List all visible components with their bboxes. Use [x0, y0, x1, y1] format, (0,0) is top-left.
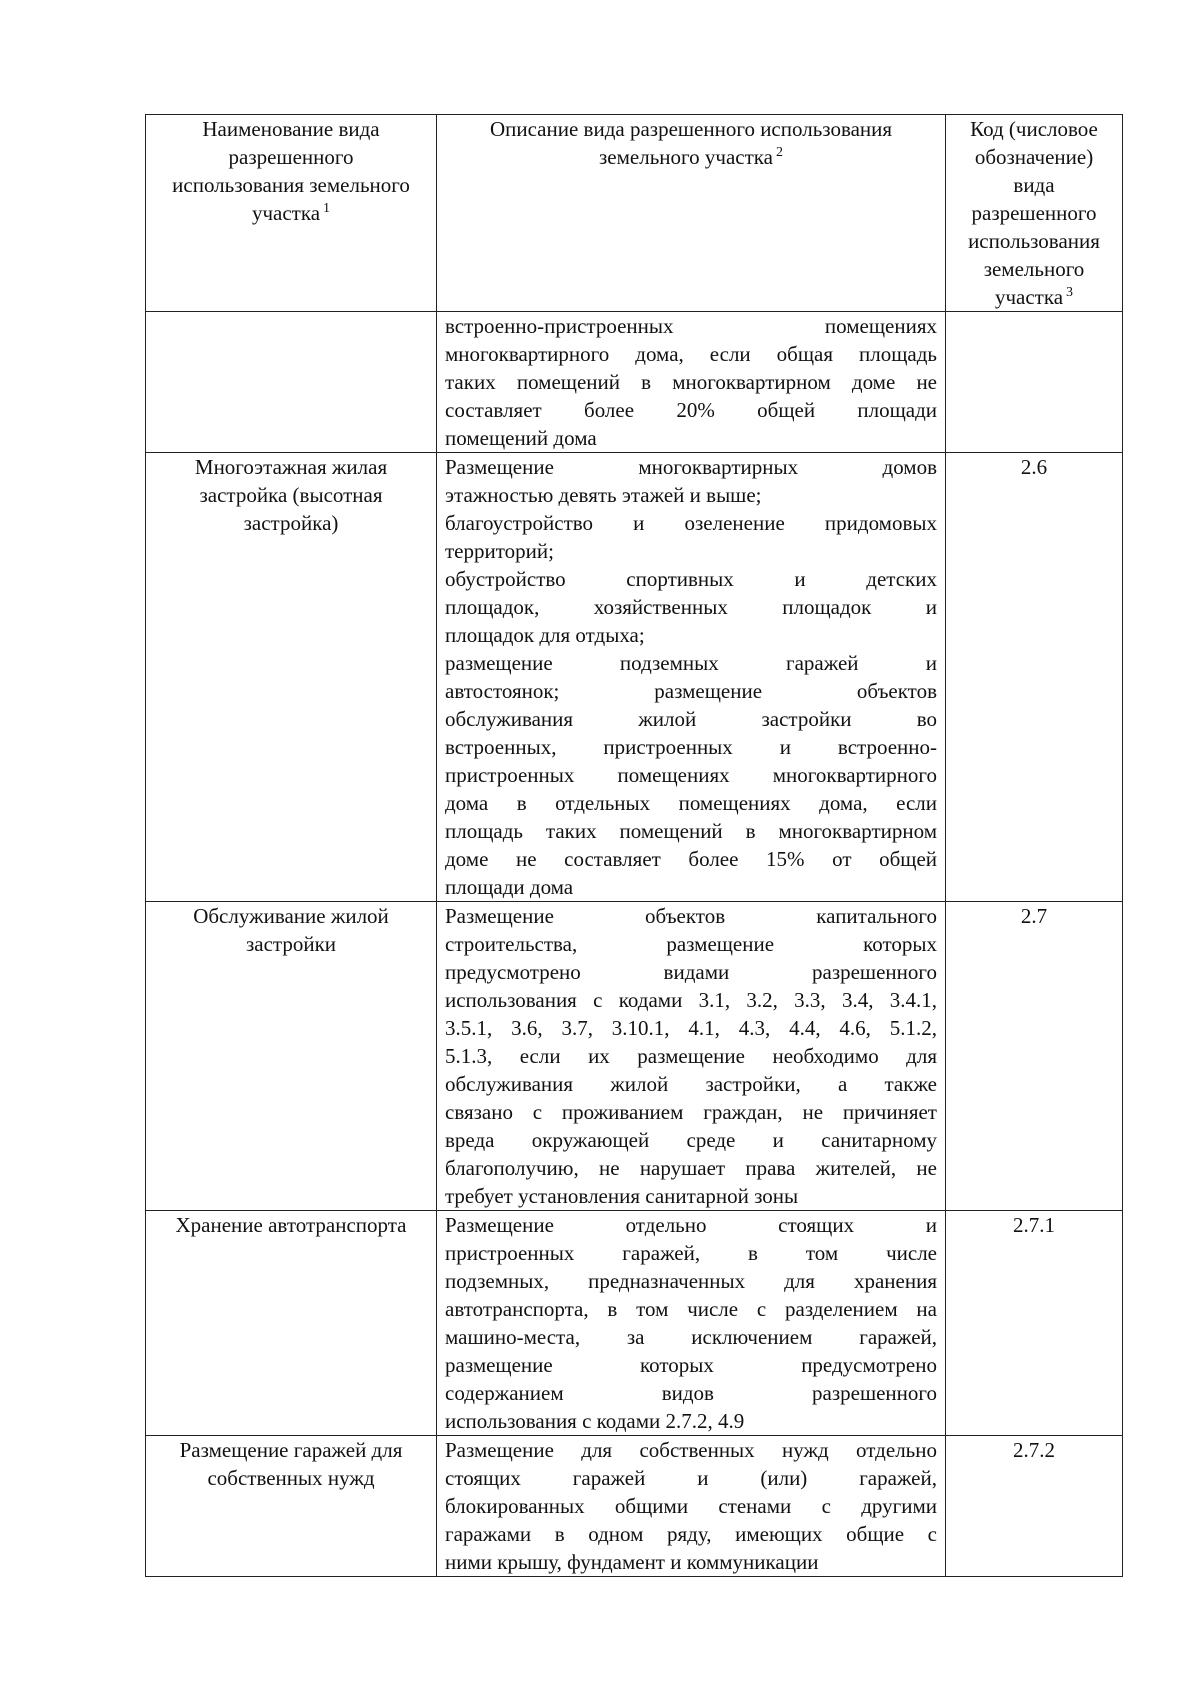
- description-line: территорий;: [445, 539, 554, 563]
- description-line: площади дома: [445, 875, 574, 899]
- use-description-cell: [437, 312, 946, 453]
- footnote-mark: 2: [775, 145, 783, 160]
- description-line: 3.5.1, 3.6, 3.7, 3.10.1, 4.1, 4.3, 4.4, 4.6, 5.1.2,: [445, 1016, 937, 1040]
- use-name-cell: Хранение автотранспорта: [146, 1211, 437, 1436]
- land-use-table: [145, 114, 1123, 1577]
- header-description-text: Описание вида разрешенного использования земельного участка: [489, 117, 893, 169]
- description-line: размещение подземных гаражей и: [445, 651, 937, 675]
- description-line: блокированных общими стенами с другими: [445, 1494, 937, 1518]
- description-line: Размещение объектов капитального: [445, 904, 937, 928]
- description-line: благополучию, не нарушает права жителей, не: [445, 1156, 937, 1180]
- use-description-cell: [437, 1211, 946, 1436]
- description-line: стоящих гаражей и (или) гаражей,: [445, 1466, 937, 1490]
- description-line: использования с кодами 3.1, 3.2, 3.3, 3.4, 3.4.1,: [445, 988, 937, 1012]
- header-code-text: Код (числовое обозначение) вида разрешенного использования земельного участка: [968, 117, 1100, 309]
- header-row: [146, 115, 1123, 312]
- header-name-cell: [146, 115, 437, 312]
- description-line: таких помещений в многоквартирном доме не: [445, 370, 937, 394]
- use-code-cell: 2.6: [946, 453, 1123, 902]
- use-description-cell: [437, 902, 946, 1211]
- description-line: Размещение многоквартирных домов: [445, 455, 937, 479]
- description-line: связано с проживанием граждан, не причиняет: [445, 1100, 937, 1124]
- description-line: многоквартирного дома, если общая площадь: [445, 342, 937, 366]
- description-line: доме не составляет более 15% от общей: [445, 847, 937, 871]
- description-line: площадок для отдыха;: [445, 623, 645, 647]
- use-description-cell: [437, 1436, 946, 1577]
- use-name-cell: Многоэтажная жилая застройка (высотная застройка): [146, 453, 437, 902]
- description-line: содержанием видов разрешенного: [445, 1381, 937, 1405]
- description-line: площадь таких помещений в многоквартирном: [445, 819, 937, 843]
- description-line: помещений дома: [445, 426, 597, 450]
- description-line: составляет более 20% общей площади: [445, 398, 937, 422]
- footnote-mark: 1: [323, 201, 331, 216]
- table-row: [146, 453, 1123, 902]
- table-row: [146, 902, 1123, 1211]
- use-name-cell: Размещение гаражей для собственных нужд: [146, 1436, 437, 1577]
- description-line: этажностью девять этажей и выше;: [445, 483, 762, 507]
- use-code-cell: [946, 312, 1123, 453]
- description-line: автостоянок; размещение объектов: [445, 679, 937, 703]
- use-name-cell: [146, 312, 437, 453]
- footnote-mark: 3: [1066, 285, 1074, 300]
- description-line: подземных, предназначенных для хранения: [445, 1269, 937, 1293]
- use-name-cell: Обслуживание жилой застройки: [146, 902, 437, 1211]
- description-line: пристроенных гаражей, в том числе: [445, 1241, 937, 1265]
- description-line: Размещение отдельно стоящих и: [445, 1213, 937, 1237]
- table-row: [146, 1436, 1123, 1577]
- description-line: Размещение для собственных нужд отдельно: [445, 1438, 937, 1462]
- description-line: площадок, хозяйственных площадок и: [445, 595, 937, 619]
- use-code-cell: 2.7: [946, 902, 1123, 1211]
- description-line: обустройство спортивных и детских: [445, 567, 937, 591]
- header-description-cell: [437, 115, 946, 312]
- description-line: обслуживания жилой застройки, а также: [445, 1072, 937, 1096]
- description-line: гаражами в одном ряду, имеющих общие с: [445, 1522, 937, 1546]
- use-code-cell: 2.7.1: [946, 1211, 1123, 1436]
- description-line: использования с кодами 2.7.2, 4.9: [445, 1409, 745, 1433]
- description-line: предусмотрено видами разрешенного: [445, 960, 937, 984]
- description-line: встроенных, пристроенных и встроенно-: [445, 735, 937, 759]
- description-line: пристроенных помещениях многоквартирного: [445, 763, 937, 787]
- description-line: требует установления санитарной зоны: [445, 1184, 799, 1208]
- description-line: встроенно-пристроенных помещениях: [445, 314, 937, 338]
- use-description-cell: [437, 453, 946, 902]
- description-line: 5.1.3, если их размещение необходимо для: [445, 1044, 937, 1068]
- table-body: [146, 312, 1123, 1577]
- description-line: дома в отдельных помещениях дома, если: [445, 791, 937, 815]
- table-row: [146, 312, 1123, 453]
- description-line: автотранспорта, в том числе с разделением на: [445, 1297, 937, 1321]
- table-row: [146, 1211, 1123, 1436]
- description-line: обслуживания жилой застройки во: [445, 707, 937, 731]
- description-line: вреда окружающей среде и санитарному: [445, 1128, 937, 1152]
- header-name-text: Наименование вида разрешенного использования земельного участка: [172, 117, 410, 225]
- description-line: машино-места, за исключением гаражей,: [445, 1325, 937, 1349]
- header-code-cell: [946, 115, 1123, 312]
- use-code-cell: 2.7.2: [946, 1436, 1123, 1577]
- description-line: строительства, размещение которых: [445, 932, 937, 956]
- description-line: размещение которых предусмотрено: [445, 1353, 937, 1377]
- description-line: ними крышу, фундамент и коммуникации: [445, 1550, 819, 1574]
- description-line: благоустройство и озеленение придомовых: [445, 511, 937, 535]
